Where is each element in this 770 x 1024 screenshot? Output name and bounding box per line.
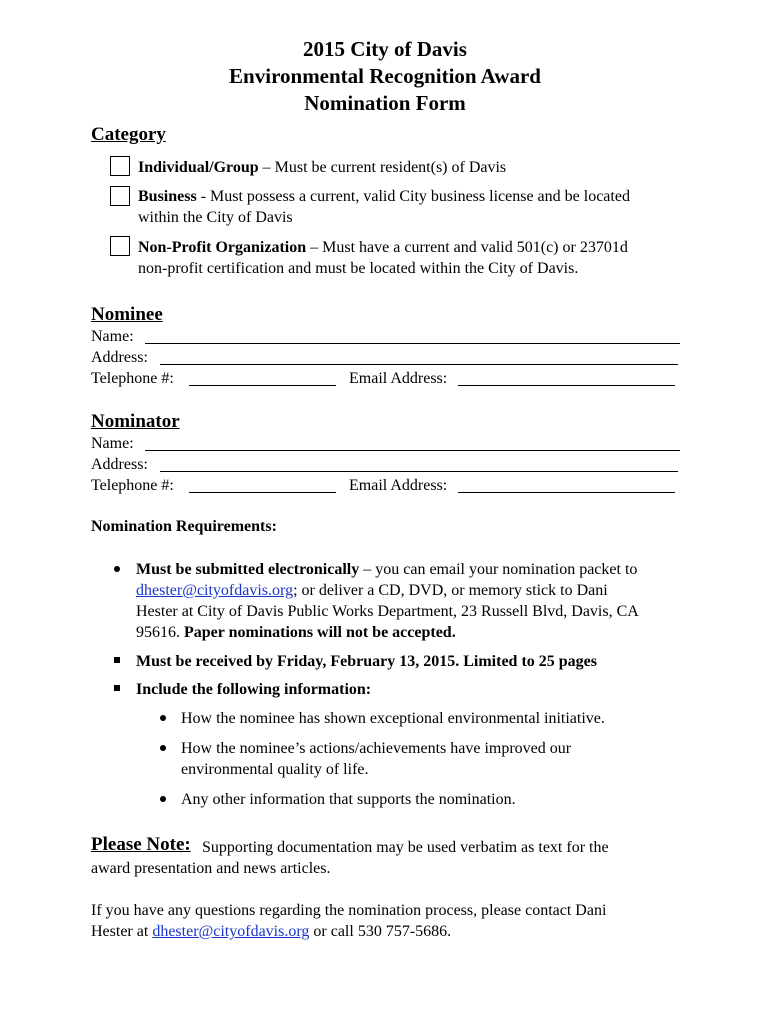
nominee-email-field[interactable]	[458, 385, 675, 386]
contact-email-link[interactable]: dhester@cityofdavis.org	[152, 923, 310, 940]
bullet-dot	[160, 745, 166, 751]
category-option-non-profit	[138, 237, 628, 258]
nominator-phone-label: Telephone #:	[91, 477, 174, 494]
nominator-name-field[interactable]	[145, 450, 680, 451]
contact-text: If you have any questions regarding the nomination process, please contact Dani	[91, 902, 607, 919]
nominator-name-label: Name:	[91, 435, 134, 452]
requirement-electronic-line2	[136, 580, 608, 601]
requirements-heading: Nomination Requirements:	[91, 518, 277, 535]
form-title-line2: Environmental Recognition Award	[229, 64, 541, 88]
requirement-electronic	[136, 559, 637, 580]
please-note-text-line2: award presentation and news articles.	[91, 860, 331, 877]
nominator-address-field[interactable]	[160, 471, 678, 472]
zip-text: 95616.	[136, 624, 184, 641]
form-title-line3: Nomination Form	[304, 91, 466, 115]
info-item-actions-line2: environmental quality of life.	[181, 761, 369, 778]
nominator-heading: Nominator	[91, 411, 180, 432]
option-desc: - Must possess a current, valid City business license and be located	[196, 188, 630, 205]
info-item-actions: How the nominee’s actions/achievements have improved our	[181, 740, 572, 757]
nominee-phone-field[interactable]	[189, 385, 336, 386]
please-note-heading: Please Note:	[91, 834, 191, 855]
contact-text-line2	[91, 921, 451, 942]
option-desc-line2: non-profit certification and must be located within the City of Davis.	[138, 260, 579, 277]
nominee-heading: Nominee	[91, 304, 163, 325]
requirement-deadline: Must be received by Friday, February 13, 2015. Limited to 25 pages	[136, 653, 597, 670]
option-desc: – Must have a current and valid 501(c) or 23701d	[306, 239, 628, 256]
bullet-square	[114, 657, 120, 663]
requirement-electronic-line4	[136, 622, 456, 643]
nominee-name-field[interactable]	[145, 343, 680, 344]
category-heading: Category	[91, 124, 166, 145]
option-label: Business	[138, 188, 197, 205]
form-title-line1: 2015 City of Davis	[303, 37, 467, 61]
bullet-dot	[160, 796, 166, 802]
option-label: Individual/Group	[138, 159, 259, 176]
requirement-electronic-text2: ; or deliver a CD, DVD, or memory stick to Dani	[293, 582, 608, 599]
info-item-initiative: How the nominee has shown exceptional environmental initiative.	[181, 710, 605, 727]
option-desc-line2: within the City of Davis	[138, 209, 293, 226]
contact-phone-text: or call 530 757-5686.	[309, 923, 452, 940]
contact-text-prefix: Hester at	[91, 923, 153, 940]
requirement-electronic-bold: Must be submitted electronically	[136, 561, 360, 578]
nominator-address-label: Address:	[91, 456, 148, 473]
bullet-dot	[160, 715, 166, 721]
option-desc: – Must be current resident(s) of Davis	[258, 159, 507, 176]
info-item-other: Any other information that supports the nomination.	[181, 791, 516, 808]
requirement-electronic-text: – you can email your nomination packet to	[359, 561, 638, 578]
requirement-include-info: Include the following information:	[136, 681, 372, 698]
option-label: Non-Profit Organization	[138, 239, 307, 256]
requirement-electronic-line3: Hester at City of Davis Public Works Department, 23 Russell Blvd, Davis, CA	[136, 603, 639, 620]
nominee-address-field[interactable]	[160, 364, 678, 365]
paper-not-accepted: Paper nominations will not be accepted.	[184, 624, 456, 641]
nominator-phone-field[interactable]	[189, 492, 336, 493]
nominee-email-label: Email Address:	[349, 370, 448, 387]
nominee-phone-label: Telephone #:	[91, 370, 174, 387]
category-option-business	[138, 186, 630, 207]
bullet-dot	[114, 566, 120, 572]
checkbox-individual-group[interactable]	[110, 156, 130, 176]
category-option-individual-group	[138, 157, 506, 178]
checkbox-business[interactable]	[110, 186, 130, 206]
bullet-square	[114, 685, 120, 691]
please-note-text: Supporting documentation may be used verbatim as text for the	[202, 839, 609, 856]
nominee-address-label: Address:	[91, 349, 148, 366]
nominator-email-field[interactable]	[458, 492, 675, 493]
nominator-email-label: Email Address:	[349, 477, 448, 494]
email-link[interactable]: dhester@cityofdavis.org	[136, 582, 294, 599]
nominee-name-label: Name:	[91, 328, 134, 345]
checkbox-non-profit[interactable]	[110, 236, 130, 256]
